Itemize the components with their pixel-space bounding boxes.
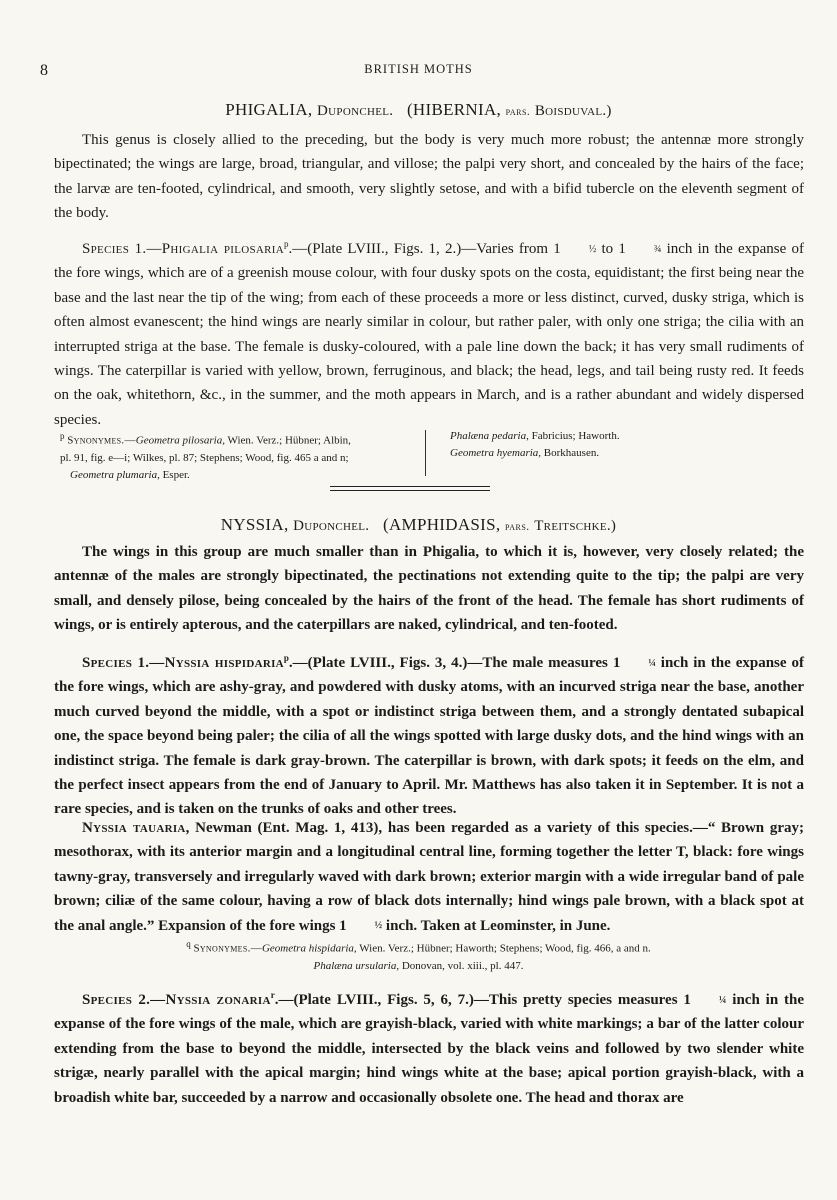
genus-author: Duponchel.: [293, 518, 370, 534]
synonym-genus: (HIBERNIA,: [406, 100, 502, 119]
synonym-pars: pars.: [505, 106, 531, 118]
synonyms-label: Synonymes.—: [67, 434, 136, 447]
synonym-genus: (AMPHIDASIS,: [383, 515, 501, 534]
species-text: .—(Plate LVIII., Figs. 5, 6, 7.)—This pretty species measures 1: [274, 992, 691, 1008]
footnote-ref: p: [283, 239, 289, 249]
nyssia-species-2: [54, 983, 804, 1110]
synonym-name: Geometra plumaria,: [70, 468, 160, 481]
phigalia-synonyms-left: [60, 428, 420, 484]
species-text: , Newman (Ent. Mag. 1, 413), has been regarded as a variety of this species.—“ Brown gray; mesothorax, with its anterior margin and a longitudinal central line, forming together the letter T, black: fore wings tawny-gray, transversely and irregularly waved with dark brown; exterior margin with a wide irregular band of pale brown; ciliæ of the same colour, having a row of black dots internally; hind wings pale brown, with a black spot at the anal angle.” Expansion of the fore wings 1: [54, 820, 804, 934]
fraction: ¾: [653, 243, 662, 255]
nyssia-synonyms: [0, 936, 837, 975]
genus-name: PHIGALIA,: [225, 100, 313, 119]
species-text: inch in the expanse of the fore wings, which are of a greenish mouse colour, with four dusky spots on the costa, equidistant; the first being near the base and the last near the tip of the wing; from each of these proceeds a more or less distinct, curved, dusky striga, which is often almost evanescent; the hind wings are nearly similar in colour, but rather paler, with only one striga; the cilia with an interrupted striga at the base. The female is dusky-coloured, with a pale line down the back; it has very small rudiments of wings. The caterpillar is varied with yellow, brown, ferruginous, and black; the head, legs, and tail being rusty red. It feeds on the oak, whitethorn, &c., in the summer, and the moth appears in March, and is a rather abundant and widely dispersed species.: [54, 241, 804, 428]
nyssia-tauaria: [54, 816, 804, 938]
synonym-refs: Wien. Verz.; Hübner; Albin,: [225, 434, 351, 447]
species-text: inch. Taken at Leominster, in June.: [382, 917, 611, 934]
synonym-name: Geometra hispidaria,: [261, 942, 357, 955]
species-text: inch in the expanse of the fore wings of the male, which are grayish-black, varied with white markings; a bar of the latter colour extending from the base to beyond the middle, intersected by the black veins and followed by two slender white strigæ, nearly parallel with the apical margin; hind wings white at the base; apical portion grayish-black, with a broadish white bar, succeeded by a narrow and occasionally obsolete one. The head and thorax are: [54, 992, 805, 1106]
page-number: 8: [40, 62, 48, 79]
column-divider: [425, 430, 426, 476]
phigalia-heading: [0, 100, 837, 120]
synonym-refs: Donovan, vol. xiii., pl. 447.: [399, 959, 524, 972]
section-rule: [330, 490, 490, 491]
species-text: .—(Plate LVIII., Figs. 3, 4.)—The male measures 1: [288, 655, 621, 671]
species-text: to 1: [596, 241, 626, 257]
fraction: ¼: [718, 994, 727, 1006]
nyssia-description: The wings in this group are much smaller than in Phigalia, to which it is, however, very closely related; the antennæ of the males are strongly bipectinated, the pectinations not extending quite to the tip; the palpi are very small, and densely pilose, being concealed by the hairs of the front of the head. The female has short rudiments of wings, or is entirely apterous, and the caterpillars are naked, cylindrical, and ten-footed.: [54, 544, 804, 634]
fraction: ½: [374, 920, 383, 932]
species-label: Species 2.—Nyssia zonaria: [82, 992, 271, 1008]
phigalia-species-1: [54, 232, 804, 432]
footnote-mark: p: [60, 431, 65, 441]
synonym-refs: Wien. Verz.; Hübner; Haworth; Stephens; Wood, fig. 466, a and n.: [356, 942, 651, 955]
synonym-refs: Borkhausen.: [541, 447, 600, 459]
synonyms-label: Synonymes.—: [193, 942, 262, 955]
nyssia-heading: [0, 515, 837, 535]
footnote-mark: q: [186, 939, 191, 949]
synonym-refs: Fabricius; Haworth.: [528, 430, 620, 442]
synonym-pars: pars.: [505, 521, 530, 533]
synonym-name: Geometra pilosaria,: [135, 434, 225, 447]
synonym-refs: Esper.: [159, 468, 190, 481]
species-label: Species 1.—Nyssia hispidaria: [82, 655, 284, 671]
species-text: inch in the expanse of the fore wings, which are ashy-gray, and powdered with dusky atoms, with an incurved striga near the base, another much curved beyond the middle, with a spot or indistinct striga between them, and a strongly dentated subapical one, the space beyond being paler; the cilia of all the wings spotted with large dusky dots, and the hind wings with an indistinct striga. The female is dark gray-brown. The caterpillar is brown, with dark spots; it feeds on the elm, and the perfect insect appears from the end of January to April. Mr. Matthews has also taken it in September. It is not a rare species, and is taken on the trunks of oaks and other trees.: [54, 655, 804, 818]
running-head: BRITISH MOTHS: [364, 62, 473, 76]
synonym-name: Phalæna pedaria,: [450, 430, 529, 442]
synonym-author: Boisduval.): [534, 103, 612, 119]
synonym-author: Treitschke.): [534, 518, 617, 534]
phigalia-description: This genus is closely allied to the preceding, but the body is very much more robust; the antennæ more strongly bipectinated; the wings are large, broad, triangular, and villose; the palpi very short, and concealed by the hairs of the face; the larvæ are ten-footed, cylindrical, and smooth, very slightly setose, and with a bifid tubercle on the eleventh segment of the body.: [54, 132, 804, 222]
nyssia-species-1: [54, 646, 804, 822]
genus-name: NYSSIA,: [220, 515, 289, 534]
fraction: ¼: [648, 657, 656, 669]
species-label: Species 1.—Phigalia pilosaria: [82, 241, 284, 257]
footnote-ref: r: [270, 990, 275, 1000]
section-rule: [330, 486, 490, 487]
synonym-name: Phalæna ursularia,: [313, 959, 400, 972]
genus-author: Duponchel.: [317, 103, 394, 119]
fraction: ½: [588, 243, 597, 255]
footnote-ref: p: [283, 653, 289, 663]
synonym-name: Geometra hyemaria,: [450, 447, 542, 459]
species-text: .—(Plate LVIII., Figs. 1, 2.)—Varies from 1: [288, 241, 561, 257]
species-label: Nyssia tauaria: [82, 820, 186, 836]
phigalia-synonyms-right: [450, 428, 790, 462]
synonym-refs: pl. 91, fig. e—i; Wilkes, pl. 87; Stephens; Wood, fig. 465 a and n;: [60, 451, 349, 464]
